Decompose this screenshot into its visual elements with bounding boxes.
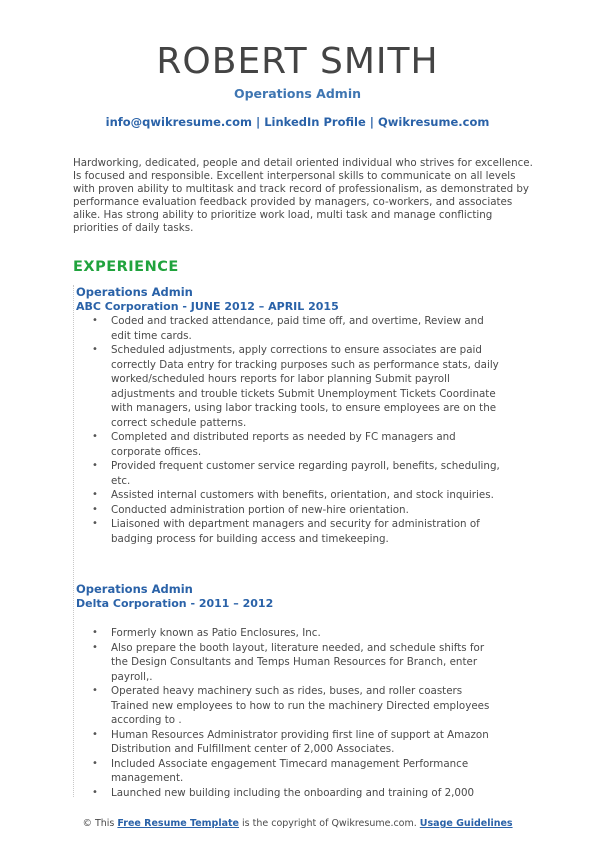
contact-separator: | xyxy=(251,115,265,129)
summary-paragraph: Hardworking, dedicated, people and detail oriented individual who strives for excellence. Is focused and responsible. Excellent interpersonal skills to communicate on all levels with proven ability to multitask and track record of professionalism, as demonstrated by performance evaluation feedback provided by managers, co-workers, and associates alike. Has strong ability to prioritize work load, multi task and manage conflicting priorities of daily tasks. xyxy=(73,157,533,234)
bullet-item: • Also prepare the booth layout, literature needed, and schedule shifts for the Design Consultants and Temps Human Resources for Branch, enter payroll,. xyxy=(76,641,501,685)
bullet-item: • Provided frequent customer service regarding payroll, benefits, scheduling, etc. xyxy=(76,459,501,488)
copyright-footer xyxy=(0,818,595,830)
bullet-item: • Scheduled adjustments, apply corrections to ensure associates are paid correctly Data entry for tracking purposes such as performance stats, daily worked/scheduled hours reports for labor planning Submit payroll adjustments and trouble tickets Submit Unemployment Tickets Coordinate with managers, using labor tracking tools, to ensure employees are on the correct schedule patterns. xyxy=(76,343,501,430)
job-company-dates: Delta Corporation - 2011 – 2012 xyxy=(76,597,274,610)
timeline-divider xyxy=(73,285,74,797)
bullet-item: • Completed and distributed reports as needed by FC managers and corporate offices. xyxy=(76,430,501,459)
usage-guidelines-link[interactable]: Usage Guidelines xyxy=(419,818,513,829)
linkedin-link[interactable]: LinkedIn Profile xyxy=(264,115,366,129)
bullet-item: • Conducted administration portion of new-hire orientation. xyxy=(76,503,501,518)
contact-separator: | xyxy=(365,115,378,129)
job-entry xyxy=(76,285,516,546)
job-bullets xyxy=(76,314,516,546)
job-title: Operations Admin xyxy=(76,285,193,299)
footer-prefix: © This xyxy=(82,818,118,829)
free-template-link[interactable]: Free Resume Template xyxy=(117,818,239,829)
website-link[interactable]: Qwikresume.com xyxy=(378,115,490,129)
job-title: Operations Admin xyxy=(76,582,193,596)
contact-line xyxy=(0,115,595,129)
bullet-item: • Liaisoned with department managers and security for administration of badging process for building access and timekeeping. xyxy=(76,517,501,546)
footer-middle: is the copyright of Qwikresume.com. xyxy=(239,818,420,829)
bullet-item: • Formerly known as Patio Enclosures, Inc. xyxy=(76,626,501,641)
job-company-dates: ABC Corporation - JUNE 2012 – APRIL 2015 xyxy=(76,300,339,313)
bullet-item: • Operated heavy machinery such as rides, buses, and roller coasters Trained new employees to how to run the machinery Directed employees according to . xyxy=(76,684,501,728)
job-entry xyxy=(76,582,516,800)
bullet-item: • Assisted internal customers with benefits, orientation, and stock inquiries. xyxy=(76,488,501,503)
bullet-item: • Human Resources Administrator providing first line of support at Amazon Distribution and Fulfillment center of 2,000 Associates. xyxy=(76,728,501,757)
job-bullets xyxy=(76,626,516,800)
email-link[interactable]: info@qwikresume.com xyxy=(105,115,252,129)
bullet-item: • Coded and tracked attendance, paid time off, and overtime, Review and edit time cards. xyxy=(76,314,501,343)
bullet-item: • Included Associate engagement Timecard management Performance management. xyxy=(76,757,501,786)
candidate-title: Operations Admin xyxy=(233,86,362,101)
bullet-item: • Launched new building including the onboarding and training of 2,000 xyxy=(76,786,501,801)
candidate-name: ROBERT SMITH xyxy=(156,41,439,82)
experience-heading: EXPERIENCE xyxy=(73,259,179,275)
